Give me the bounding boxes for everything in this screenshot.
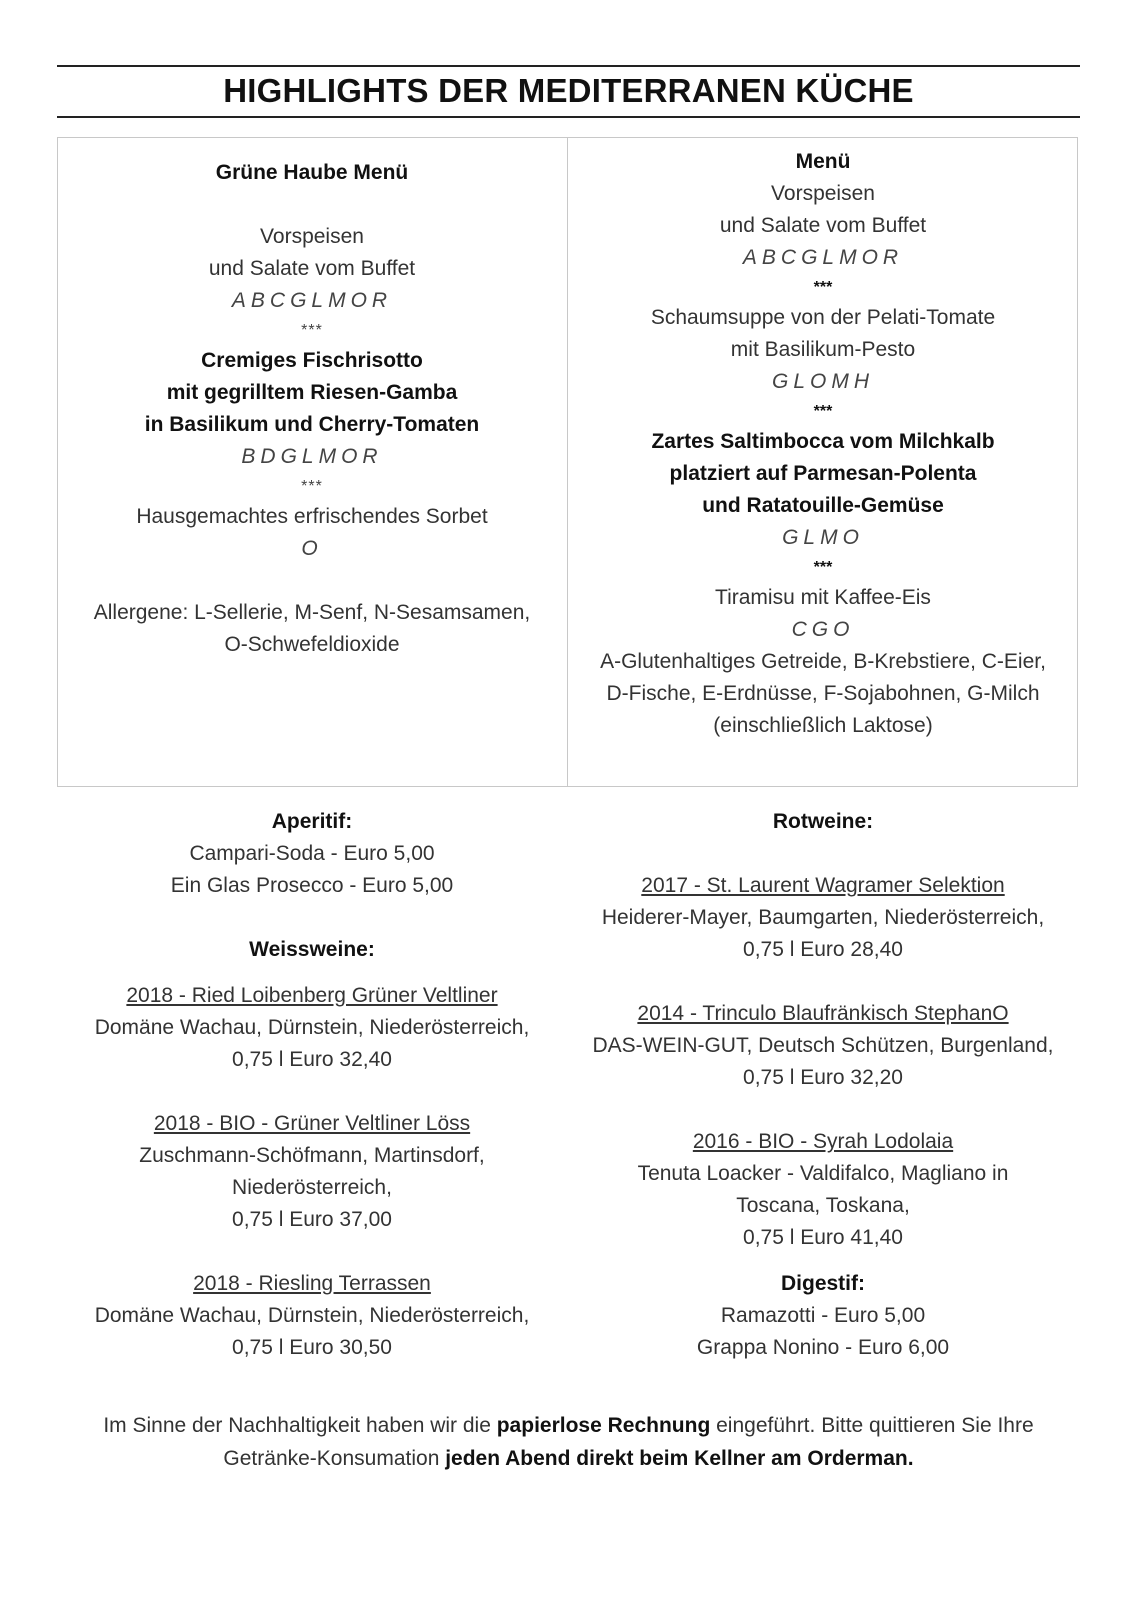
right-menu [568,146,1078,742]
top-rule [57,65,1080,67]
wine-detail: Tenuta Loacker - Valdifalco, Magliano in [637,1162,1009,1185]
right-main-line-3: und Ratatouille-Gemüse [702,494,944,517]
note-text: eingeführt. Bitte quittieren Sie Ihre [710,1414,1034,1437]
right-dessert: Tiramisu mit Kaffee-Eis [715,586,931,609]
left-starter-line-2: und Salate vom Buffet [208,257,416,280]
left-allergen-legend-2: O-Schwefeldioxide [224,633,400,656]
left-main-line-1: Cremiges Fischrisotto [201,349,423,372]
course-separator: *** [813,559,833,576]
left-starter-line-1: Vorspeisen [260,225,364,248]
white-wines-heading: Weissweine: [249,938,375,961]
right-allergen-legend-1: A-Glutenhaltiges Getreide, B-Krebstiere, C-Eier, [600,650,1046,673]
left-dessert: Hausgemachtes erfrischendes Sorbet [136,505,488,528]
wine-name: 2014 - Trinculo Blaufränkisch StephanO [637,1002,1009,1025]
course-separator: *** [813,403,833,420]
wine-name: 2016 - BIO - Syrah Lodolaia [692,1130,954,1153]
right-main-line-2: platziert auf Parmesan-Polenta [669,462,977,485]
note-text: Getränke-Konsumation [223,1447,446,1470]
wine-price: 0,75 l Euro 41,40 [743,1226,903,1249]
right-menu-heading: Menü [795,150,851,173]
wine-detail: Zuschmann-Schöfmann, Martinsdorf, [139,1144,485,1167]
right-soup-line-2: mit Basilikum-Pesto [730,338,916,361]
course-separator: *** [301,478,323,495]
right-soup-allergens: GLOMH [771,370,874,393]
right-drinks [568,806,1078,1364]
wine-name: 2018 - BIO - Grüner Veltliner Löss [153,1112,471,1135]
right-starter-line-1: Vorspeisen [771,182,875,205]
wine-detail: Heiderer-Mayer, Baumgarten, Niederösterreich, [601,906,1045,929]
wine-price: 0,75 l Euro 32,20 [743,1066,903,1089]
wine-detail: DAS-WEIN-GUT, Deutsch Schützen, Burgenland, [592,1034,1054,1057]
left-allergen-legend-1: Allergene: L-Sellerie, M-Senf, N-Sesamsamen, [93,601,531,624]
left-main-line-2: mit gegrilltem Riesen-Gamba [166,381,458,404]
wine-detail: Toscana, Toskana, [736,1194,910,1217]
wine-name: 2018 - Ried Loibenberg Grüner Veltliner [126,984,498,1007]
note-emphasis: jeden Abend direkt beim Kellner am Orderman. [445,1447,914,1470]
title-underline [57,116,1080,118]
wine-detail: Domäne Wachau, Dürnstein, Niederösterreich, [94,1016,530,1039]
page-title: HIGHLIGHTS DER MEDITERRANEN KÜCHE [223,72,914,109]
digestif-heading: Digestif: [781,1272,865,1295]
right-soup-line-1: Schaumsuppe von der Pelati-Tomate [650,306,996,329]
wine-price: 0,75 l Euro 32,40 [232,1048,392,1071]
sustainability-note [57,1409,1080,1475]
right-allergen-legend-3: (einschließlich Laktose) [713,714,933,737]
note-emphasis: papierlose Rechnung [496,1414,711,1437]
left-menu [57,157,567,661]
red-wines-heading: Rotweine: [772,810,874,833]
right-main-line-1: Zartes Saltimbocca vom Milchkalb [651,430,995,453]
left-main-line-3: in Basilikum und Cherry-Tomaten [144,413,480,436]
left-dessert-allergens: O [301,537,323,560]
course-separator: *** [813,279,833,296]
left-drinks [57,806,567,1364]
course-separator: *** [301,322,323,339]
wine-price: 0,75 l Euro 28,40 [743,938,903,961]
left-main-allergens: BDGLMOR [241,445,383,468]
wine-detail: Niederösterreich, [232,1176,392,1199]
right-starter-line-2: und Salate vom Buffet [719,214,927,237]
note-text: Im Sinne der Nachhaltigkeit haben wir die [103,1414,497,1437]
right-dessert-allergens: CGO [791,618,855,641]
right-main-allergens: GLMO [782,526,864,549]
right-allergen-legend-2: D-Fische, E-Erdnüsse, F-Sojabohnen, G-Milch [606,682,1040,705]
wine-name: 2017 - St. Laurent Wagramer Selektion [641,874,1005,897]
wine-name: 2018 - Riesling Terrassen [193,1272,431,1295]
aperitif-heading: Aperitif: [271,810,353,833]
wine-price: 0,75 l Euro 30,50 [232,1336,392,1359]
wine-price: 0,75 l Euro 37,00 [232,1208,392,1231]
digestif-item: Ramazotti - Euro 5,00 [720,1304,926,1327]
aperitif-item: Ein Glas Prosecco - Euro 5,00 [170,874,454,897]
left-menu-heading: Grüne Haube Menü [215,161,409,184]
right-starter-allergens: ABCGLMOR [742,246,904,269]
aperitif-item: Campari-Soda - Euro 5,00 [189,842,435,865]
digestif-item: Grappa Nonino - Euro 6,00 [696,1336,950,1359]
left-starter-allergens: ABCGLMOR [231,289,393,312]
wine-detail: Domäne Wachau, Dürnstein, Niederösterreich, [94,1304,530,1327]
